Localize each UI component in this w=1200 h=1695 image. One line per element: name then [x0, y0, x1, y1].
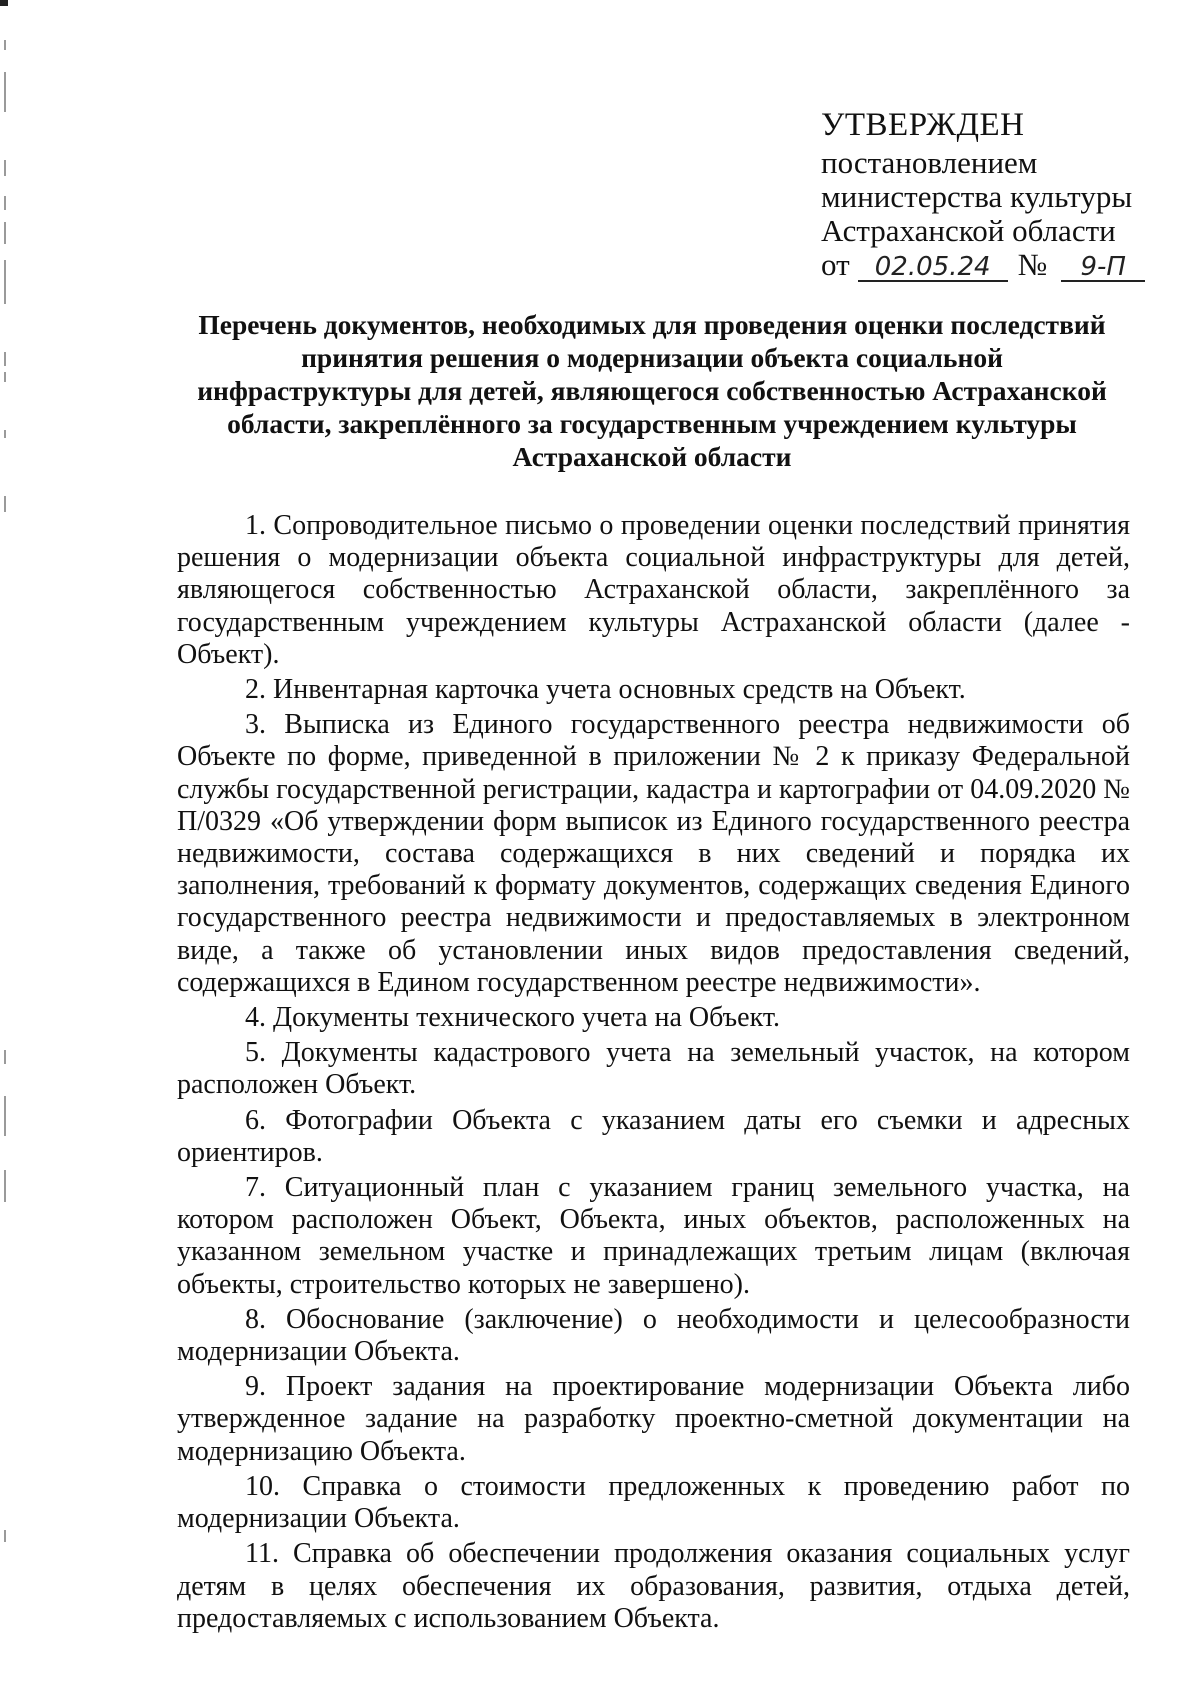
- title-line: Перечень документов, необходимых для проведения оценки последствий: [198, 309, 1106, 340]
- list-item: 9. Проект задания на проектирование модернизации Объекта либо утвержденное задание на разработку проектно-сметной документации на модернизацию Объекта.: [177, 1371, 1130, 1467]
- approval-heading: УТВЕРЖДЕН: [821, 107, 1025, 143]
- number-prefix: №: [1017, 247, 1048, 282]
- document-title: [170, 308, 1134, 473]
- list-item: 8. Обоснование (заключение) о необходимости и целесообразности модернизации Объекта.: [177, 1303, 1130, 1368]
- title-line: инфраструктуры для детей, являющегося собственностью Астраханской: [197, 375, 1107, 406]
- approval-line-2: министерства культуры: [821, 179, 1133, 214]
- approval-line-3: Астраханской области: [821, 213, 1116, 248]
- list-item: 6. Фотографии Объекта с указанием даты его съемки и адресных ориентиров.: [177, 1104, 1130, 1168]
- list-item: 11. Справка об обеспечении продолжения оказания социальных услуг детям в целях обеспечения их образования, развития, отдыха детей, предоставляемых с использованием Объекта.: [177, 1538, 1130, 1634]
- list-item: 7. Ситуационный план с указанием границ земельного участка, на котором расположен Объект, Объекта, иных объектов, расположенных на указанном земельном участке и принадлежащих третьим лицам (включая объекты, строительство которых не завершено).: [177, 1172, 1130, 1300]
- title-line: области, закреплённого за государственным учреждением культуры: [227, 408, 1077, 439]
- list-item: 1. Сопроводительное письмо о проведении оценки последствий принятия решения о модернизации объекта социальной инфраструктуры для детей, являющегося собственностью Астраханской области, закреплённого за государственным учреждением культуры Астраханской области (далее - Объект).: [177, 510, 1130, 670]
- handwritten-date: 02.05.24: [858, 254, 1008, 282]
- title-line: принятия решения о модернизации объекта социальной: [301, 342, 1003, 373]
- approval-line-1: постановлением: [821, 145, 1038, 180]
- list-item: 2. Инвентарная карточка учета основных средств на Объект.: [245, 674, 966, 706]
- title-line: Астраханской области: [512, 441, 792, 472]
- handwritten-number: 9-П: [1061, 254, 1145, 282]
- document-list: [177, 510, 1130, 1638]
- scan-edge-marks: [0, 0, 14, 1695]
- date-prefix: от: [821, 247, 850, 282]
- list-item: 5. Документы кадастрового учета на земельный участок, на котором расположен Объект.: [177, 1037, 1130, 1101]
- list-item: 3. Выписка из Единого государственного реестра недвижимости об Объекте по форме, приведенной в приложении № 2 к приказу Федеральной службы государственной регистрации, кадастра и картографии от 04.09.2020 № П/0329 «Об утверждении форм выписок из Единого государственного реестра недвижимости, состава содержащихся в них сведений и порядка их заполнения, требований к формату документов, содержащих сведения Единого государственного реестра недвижимости и предоставляемых в электронном виде, а также об установлении иных видов предоставления сведений, содержащихся в Едином государственном реестре недвижимости».: [177, 709, 1130, 998]
- approval-stamp-block: [821, 108, 1145, 282]
- approval-date-number-line: [821, 248, 1145, 282]
- list-item: 10. Справка о стоимости предложенных к проведению работ по модернизации Объекта.: [177, 1470, 1130, 1535]
- list-item: 4. Документы технического учета на Объект.: [245, 1002, 780, 1034]
